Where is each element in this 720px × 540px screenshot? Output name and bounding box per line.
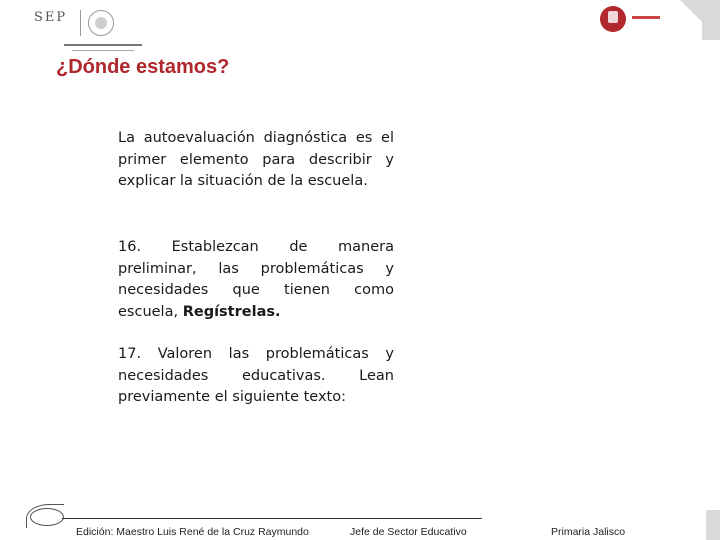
footer-oval-decoration: [30, 508, 64, 526]
paragraph-step-16-emphasis: Regístrelas.: [182, 303, 281, 320]
logo-subtitle-line-small: [72, 50, 134, 52]
jalisco-logo-mark: [632, 16, 660, 19]
logo-divider: [80, 10, 81, 36]
paragraph-step-17: 17. Valoren las problemáticas y necesidades educativas. Lean previamente el siguiente texto:: [118, 346, 394, 405]
paragraph-step-16: [118, 237, 394, 323]
corner-bar-top: [702, 0, 720, 40]
sep-logo: [30, 8, 120, 44]
paragraph-intro: La autoevaluación diagnóstica es el primer elemento para describir y explicar la situación de la escuela.: [118, 130, 394, 189]
logo-subtitle-line: [64, 44, 142, 48]
national-seal-icon: [88, 10, 114, 36]
corner-bar-bottom: [706, 510, 720, 540]
footer-divider: [62, 518, 482, 519]
slide-title: ¿Dónde estamos?: [56, 56, 230, 78]
footer-edition: Edición: Maestro Luis René de la Cruz Raymundo: [76, 526, 309, 538]
jalisco-emblem-icon: [600, 6, 626, 32]
sep-logo-text: SEP: [34, 10, 68, 25]
paragraph-step-16-text: 16. Establezcan de manera preliminar, las problemáticas y necesidades que tienen como escuela,: [118, 239, 394, 320]
footer-role: Jefe de Sector Educativo: [350, 526, 467, 538]
jalisco-logo: [598, 6, 672, 34]
footer-school: Primaria Jalisco: [551, 526, 626, 538]
